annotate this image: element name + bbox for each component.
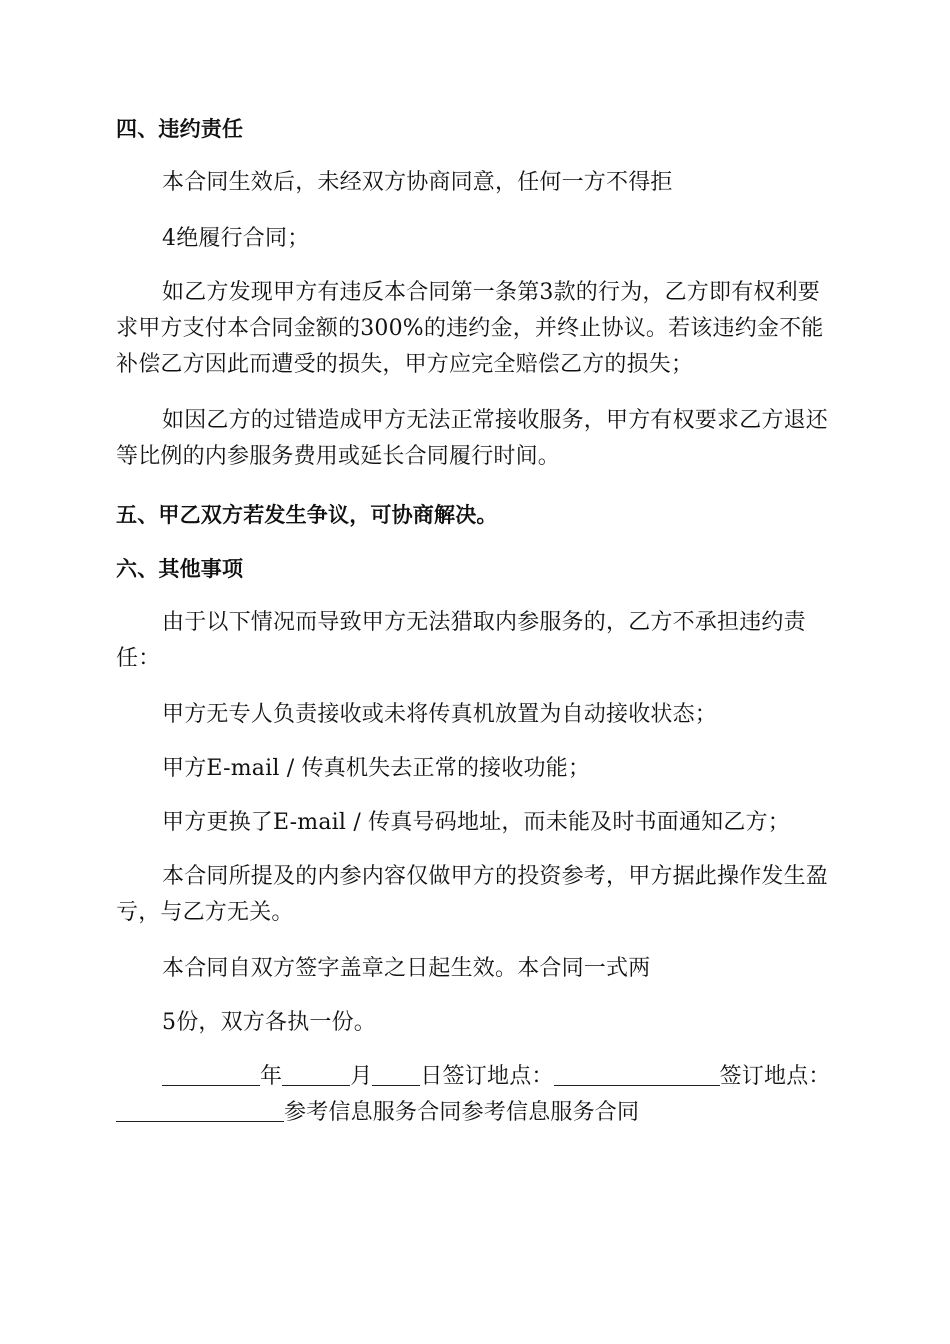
paragraph-line: 本合同自双方签字盖章之日起生效。本合同一式两 [162, 956, 651, 981]
section-heading-breach: 四、违约责任 [116, 117, 244, 141]
year-blank[interactable] [162, 1061, 260, 1086]
paragraph-line: 如因乙方的过错造成甲方无法正常接收服务，甲方有权要求乙方退还 [162, 408, 829, 433]
month-blank[interactable] [282, 1061, 350, 1086]
paragraph-line: 任： [116, 646, 161, 671]
day-blank[interactable] [372, 1061, 420, 1086]
signature-place-line [116, 1096, 836, 1130]
paragraph-line: 等比例的内参服务费用或延长合同履行时间。 [116, 444, 561, 469]
place-label: 签订地点： [719, 1064, 831, 1089]
paragraph-line: 补偿乙方因此而遭受的损失，甲方应完全赔偿乙方的损失； [116, 352, 694, 377]
paragraph-line: 由于以下情况而导致甲方无法猎取内参服务的，乙方不承担违约责 [162, 610, 806, 635]
list-item: 甲方无专人负责接收或未将传真机放置为自动接收状态； [162, 702, 718, 727]
footer-text: 参考信息服务合同参考信息服务合同 [284, 1100, 640, 1125]
paragraph-line: 亏，与乙方无关。 [116, 900, 294, 925]
paragraph-line: 本合同生效后，未经双方协商同意，任何一方不得拒 [162, 170, 673, 195]
paragraph-line: 本合同所提及的内参内容仅做甲方的投资参考，甲方据此操作发生盈 [162, 864, 829, 889]
section-heading-other: 六、其他事项 [116, 557, 244, 581]
paragraph-line: 5份，双方各执一份。 [162, 1010, 376, 1035]
paragraph-line: 如乙方发现甲方有违反本合同第一条第3款的行为，乙方即有权利要 [162, 280, 820, 305]
list-item: 甲方更换了E-mail / 传真号码地址，而未能及时书面通知乙方； [162, 810, 790, 835]
list-item: 甲方E-mail / 传真机失去正常的接收功能； [162, 756, 591, 781]
signature-date-line [162, 1060, 836, 1094]
place-blank-2[interactable] [116, 1097, 284, 1122]
paragraph-line: 4绝履行合同； [162, 226, 310, 251]
section-heading-dispute: 五、甲乙双方若发生争议，可协商解决。 [116, 503, 498, 527]
month-label: 月 [350, 1064, 373, 1089]
year-label: 年 [260, 1064, 283, 1089]
place-blank[interactable] [554, 1061, 720, 1086]
day-place-label: 日签订地点： [420, 1064, 554, 1089]
paragraph-line: 求甲方支付本合同金额的300%的违约金，并终止协议。若该违约金不能 [116, 316, 824, 341]
